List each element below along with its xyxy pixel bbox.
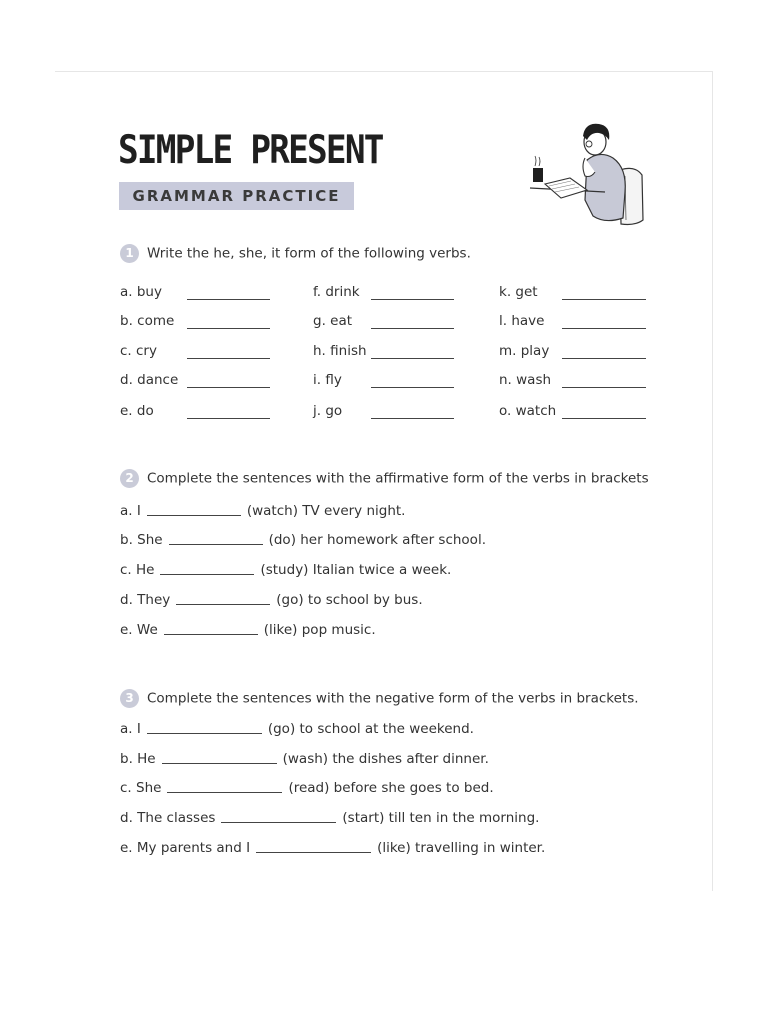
sentence-item [120, 622, 376, 642]
sentence-start: e. My parents and I [120, 840, 251, 856]
worksheet-subtitle: GRAMMAR PRACTICE [132, 187, 341, 205]
section-2-heading [120, 469, 649, 488]
sentence-item [120, 503, 405, 523]
section-1-number: 1 [120, 244, 139, 263]
answer-blank[interactable] [187, 358, 270, 359]
answer-blank[interactable] [147, 515, 241, 516]
verb-item: i. fly [313, 372, 342, 388]
section-1-heading [120, 244, 471, 263]
answer-blank[interactable] [371, 387, 454, 388]
verb-item: n. wash [499, 372, 552, 388]
answer-blank[interactable] [562, 299, 646, 300]
answer-blank[interactable] [562, 387, 646, 388]
answer-blank[interactable] [187, 387, 270, 388]
page-edge-top [55, 71, 713, 72]
verb-item: j. go [313, 403, 343, 419]
sentence-item [120, 751, 489, 771]
answer-blank[interactable] [562, 418, 646, 419]
sentence-end: (like) pop music. [263, 622, 376, 638]
answer-blank[interactable] [187, 328, 270, 329]
verb-item: b. come [120, 313, 175, 329]
worksheet-title: SIMPLE PRESENT [118, 128, 383, 173]
sentence-item [120, 780, 494, 800]
sentence-start: b. She [120, 532, 163, 548]
section-2-number: 2 [120, 469, 139, 488]
page-edge-right [712, 71, 713, 891]
student-reading-illustration [525, 120, 650, 230]
sentence-start: c. She [120, 780, 162, 796]
answer-blank[interactable] [562, 358, 646, 359]
sentence-end: (go) to school at the weekend. [267, 721, 474, 737]
section-3-number: 3 [120, 689, 139, 708]
verb-item: l. have [499, 313, 545, 329]
sentence-start: e. We [120, 622, 158, 638]
answer-blank[interactable] [371, 358, 454, 359]
sentence-end: (like) travelling in winter. [377, 840, 546, 856]
answer-blank[interactable] [160, 574, 254, 575]
verb-item: k. get [499, 284, 538, 300]
verb-item: d. dance [120, 372, 179, 388]
sentence-start: a. I [120, 503, 141, 519]
section-3-heading [120, 689, 639, 708]
answer-blank[interactable] [562, 328, 646, 329]
sentence-item [120, 532, 486, 552]
sentence-end: (wash) the dishes after dinner. [282, 751, 489, 767]
answer-blank[interactable] [162, 763, 277, 764]
answer-blank[interactable] [371, 418, 454, 419]
sentence-end: (go) to school by bus. [276, 592, 423, 608]
sentence-end: (read) before she goes to bed. [288, 780, 494, 796]
sentence-start: d. They [120, 592, 171, 608]
sentence-item [120, 810, 539, 830]
sentence-end: (do) her homework after school. [268, 532, 486, 548]
sentence-start: c. He [120, 562, 155, 578]
answer-blank[interactable] [147, 733, 262, 734]
answer-blank[interactable] [167, 792, 282, 793]
verb-item: f. drink [313, 284, 360, 300]
verb-item: c. cry [120, 343, 157, 359]
subtitle-banner [119, 182, 354, 210]
verb-item: e. do [120, 403, 154, 419]
sentence-start: a. I [120, 721, 141, 737]
answer-blank[interactable] [221, 822, 336, 823]
answer-blank[interactable] [176, 604, 270, 605]
sentence-item [120, 721, 474, 741]
sentence-end: (watch) TV every night. [246, 503, 406, 519]
sentence-end: (study) Italian twice a week. [260, 562, 452, 578]
section-1-instruction: Write the he, she, it form of the following verbs. [147, 245, 471, 262]
sentence-item [120, 562, 451, 582]
verb-item: o. watch [499, 403, 557, 419]
answer-blank[interactable] [169, 544, 263, 545]
verb-item: g. eat [313, 313, 353, 329]
sentence-item [120, 840, 545, 860]
sentence-start: d. The classes [120, 810, 216, 826]
answer-blank[interactable] [187, 418, 270, 419]
verb-item: a. buy [120, 284, 162, 300]
answer-blank[interactable] [187, 299, 270, 300]
answer-blank[interactable] [371, 299, 454, 300]
sentence-end: (start) till ten in the morning. [342, 810, 540, 826]
answer-blank[interactable] [371, 328, 454, 329]
section-3-instruction: Complete the sentences with the negative form of the verbs in brackets. [147, 690, 639, 707]
answer-blank[interactable] [164, 634, 258, 635]
sentence-start: b. He [120, 751, 156, 767]
sentence-item [120, 592, 423, 612]
verb-item: m. play [499, 343, 550, 359]
verb-item: h. finish [313, 343, 367, 359]
answer-blank[interactable] [256, 852, 371, 853]
section-2-instruction: Complete the sentences with the affirmative form of the verbs in brackets [147, 470, 649, 487]
